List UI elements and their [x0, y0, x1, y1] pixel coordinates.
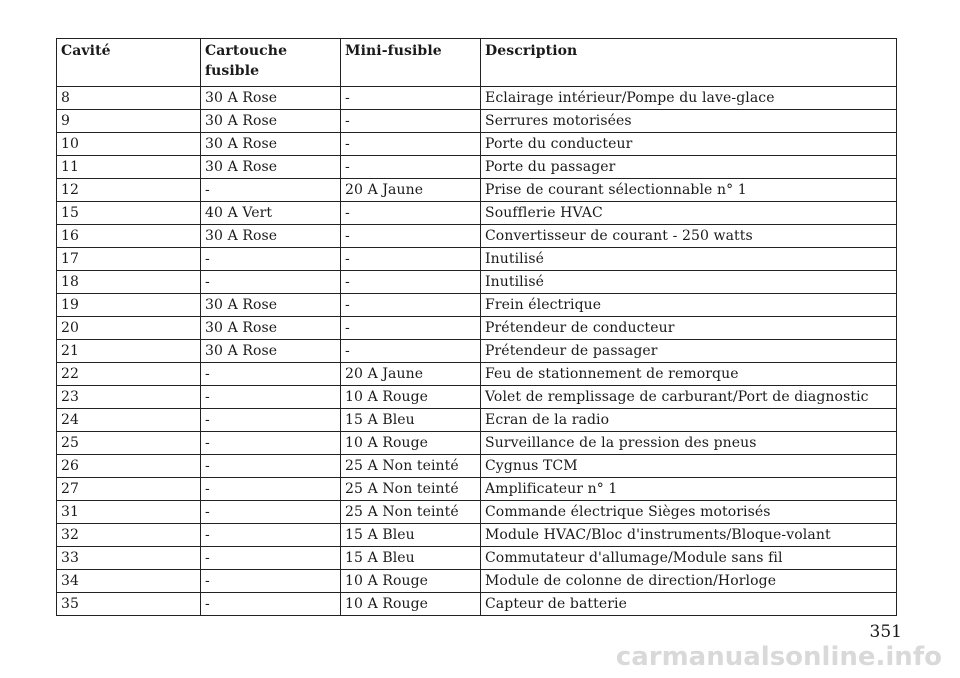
- cell-cartouche: -: [201, 501, 341, 524]
- cell-cavite: 31: [57, 501, 201, 524]
- cell-mini-fusible: -: [341, 317, 481, 340]
- cell-cavite: 18: [57, 271, 201, 294]
- table-row: [57, 271, 897, 294]
- cell-description: Cygnus TCM: [481, 455, 897, 478]
- cell-mini-fusible: 10 A Rouge: [341, 570, 481, 593]
- cell-description: Ecran de la radio: [481, 409, 897, 432]
- table-row: [57, 110, 897, 133]
- header-cartouche-fusible: Cartouche fusible: [201, 39, 341, 87]
- cell-cavite: 26: [57, 455, 201, 478]
- table-row: [57, 455, 897, 478]
- cell-cartouche: 30 A Rose: [201, 225, 341, 248]
- cell-description: Prise de courant sélectionnable n° 1: [481, 179, 897, 202]
- cell-cavite: 12: [57, 179, 201, 202]
- table-row: [57, 156, 897, 179]
- table-header-row: [57, 39, 897, 87]
- cell-description: Porte du conducteur: [481, 133, 897, 156]
- cell-cavite: 25: [57, 432, 201, 455]
- cell-description: Soufflerie HVAC: [481, 202, 897, 225]
- cell-cartouche: -: [201, 363, 341, 386]
- cell-cavite: 9: [57, 110, 201, 133]
- cell-mini-fusible: -: [341, 271, 481, 294]
- cell-mini-fusible: 25 A Non teinté: [341, 455, 481, 478]
- cell-cartouche: -: [201, 248, 341, 271]
- cell-cavite: 11: [57, 156, 201, 179]
- cell-mini-fusible: -: [341, 156, 481, 179]
- cell-cartouche: 30 A Rose: [201, 87, 341, 110]
- cell-cartouche: -: [201, 409, 341, 432]
- cell-mini-fusible: 25 A Non teinté: [341, 478, 481, 501]
- cell-mini-fusible: -: [341, 340, 481, 363]
- cell-cavite: 10: [57, 133, 201, 156]
- table-row: [57, 524, 897, 547]
- cell-cavite: 22: [57, 363, 201, 386]
- cell-description: Frein électrique: [481, 294, 897, 317]
- cell-description: Inutilisé: [481, 248, 897, 271]
- cell-mini-fusible: 25 A Non teinté: [341, 501, 481, 524]
- cell-mini-fusible: -: [341, 248, 481, 271]
- cell-mini-fusible: -: [341, 225, 481, 248]
- table-row: [57, 133, 897, 156]
- page-number: 351: [869, 622, 902, 642]
- cell-description: Prétendeur de conducteur: [481, 317, 897, 340]
- cell-cartouche: 30 A Rose: [201, 133, 341, 156]
- cell-cartouche: 30 A Rose: [201, 340, 341, 363]
- table-row: [57, 501, 897, 524]
- cell-cartouche: 40 A Vert: [201, 202, 341, 225]
- cell-mini-fusible: -: [341, 110, 481, 133]
- table-row: [57, 248, 897, 271]
- cell-mini-fusible: -: [341, 133, 481, 156]
- cell-mini-fusible: 10 A Rouge: [341, 432, 481, 455]
- cell-cavite: 35: [57, 593, 201, 616]
- cell-description: Module HVAC/Bloc d'instruments/Bloque-volant: [481, 524, 897, 547]
- cell-description: Surveillance de la pression des pneus: [481, 432, 897, 455]
- table-row: [57, 340, 897, 363]
- cell-mini-fusible: 15 A Bleu: [341, 409, 481, 432]
- cell-cartouche: 30 A Rose: [201, 317, 341, 340]
- cell-cavite: 15: [57, 202, 201, 225]
- cell-mini-fusible: 10 A Rouge: [341, 593, 481, 616]
- cell-cartouche: 30 A Rose: [201, 294, 341, 317]
- table-row: [57, 225, 897, 248]
- cell-mini-fusible: -: [341, 202, 481, 225]
- table-row: [57, 593, 897, 616]
- cell-description: Porte du passager: [481, 156, 897, 179]
- header-mini-fusible: Mini-fusible: [341, 39, 481, 87]
- cell-cartouche: -: [201, 593, 341, 616]
- cell-cavite: 34: [57, 570, 201, 593]
- cell-cartouche: -: [201, 386, 341, 409]
- cell-cavite: 27: [57, 478, 201, 501]
- table-row: [57, 317, 897, 340]
- cell-cartouche: -: [201, 455, 341, 478]
- header-description: Description: [481, 39, 897, 87]
- cell-cavite: 21: [57, 340, 201, 363]
- table-row: [57, 179, 897, 202]
- cell-description: Capteur de batterie: [481, 593, 897, 616]
- cell-cavite: 32: [57, 524, 201, 547]
- cell-description: Commutateur d'allumage/Module sans fil: [481, 547, 897, 570]
- cell-mini-fusible: 15 A Bleu: [341, 524, 481, 547]
- table-row: [57, 478, 897, 501]
- table-row: [57, 363, 897, 386]
- cell-mini-fusible: 20 A Jaune: [341, 179, 481, 202]
- cell-cavite: 19: [57, 294, 201, 317]
- cell-cartouche: -: [201, 547, 341, 570]
- cell-cartouche: -: [201, 524, 341, 547]
- cell-description: Commande électrique Sièges motorisés: [481, 501, 897, 524]
- cell-cartouche: -: [201, 570, 341, 593]
- cell-cartouche: -: [201, 478, 341, 501]
- table-row: [57, 432, 897, 455]
- table-row: [57, 87, 897, 110]
- cell-mini-fusible: 20 A Jaune: [341, 363, 481, 386]
- table-row: [57, 294, 897, 317]
- cell-cavite: 20: [57, 317, 201, 340]
- cell-mini-fusible: -: [341, 87, 481, 110]
- cell-cartouche: -: [201, 432, 341, 455]
- cell-description: Volet de remplissage de carburant/Port de diagnostic: [481, 386, 897, 409]
- cell-description: Eclairage intérieur/Pompe du lave-glace: [481, 87, 897, 110]
- table-body: [57, 87, 897, 616]
- cell-description: Prétendeur de passager: [481, 340, 897, 363]
- cell-cavite: 8: [57, 87, 201, 110]
- table-row: [57, 547, 897, 570]
- cell-cavite: 24: [57, 409, 201, 432]
- cell-cartouche: -: [201, 271, 341, 294]
- cell-mini-fusible: -: [341, 294, 481, 317]
- cell-mini-fusible: 10 A Rouge: [341, 386, 481, 409]
- header-cavite: Cavité: [57, 39, 201, 87]
- cell-cavite: 17: [57, 248, 201, 271]
- table-row: [57, 570, 897, 593]
- cell-mini-fusible: 15 A Bleu: [341, 547, 481, 570]
- cell-description: Serrures motorisées: [481, 110, 897, 133]
- table-row: [57, 409, 897, 432]
- cell-cartouche: -: [201, 179, 341, 202]
- cell-cavite: 16: [57, 225, 201, 248]
- cell-cavite: 23: [57, 386, 201, 409]
- fuse-table: [56, 38, 897, 616]
- cell-description: Inutilisé: [481, 271, 897, 294]
- cell-description: Amplificateur n° 1: [481, 478, 897, 501]
- cell-cartouche: 30 A Rose: [201, 156, 341, 179]
- cell-cavite: 33: [57, 547, 201, 570]
- cell-description: Module de colonne de direction/Horloge: [481, 570, 897, 593]
- cell-description: Feu de stationnement de remorque: [481, 363, 897, 386]
- table-row: [57, 202, 897, 225]
- cell-description: Convertisseur de courant - 250 watts: [481, 225, 897, 248]
- cell-cartouche: 30 A Rose: [201, 110, 341, 133]
- table-row: [57, 386, 897, 409]
- watermark: carmanualsonline.info: [615, 642, 942, 672]
